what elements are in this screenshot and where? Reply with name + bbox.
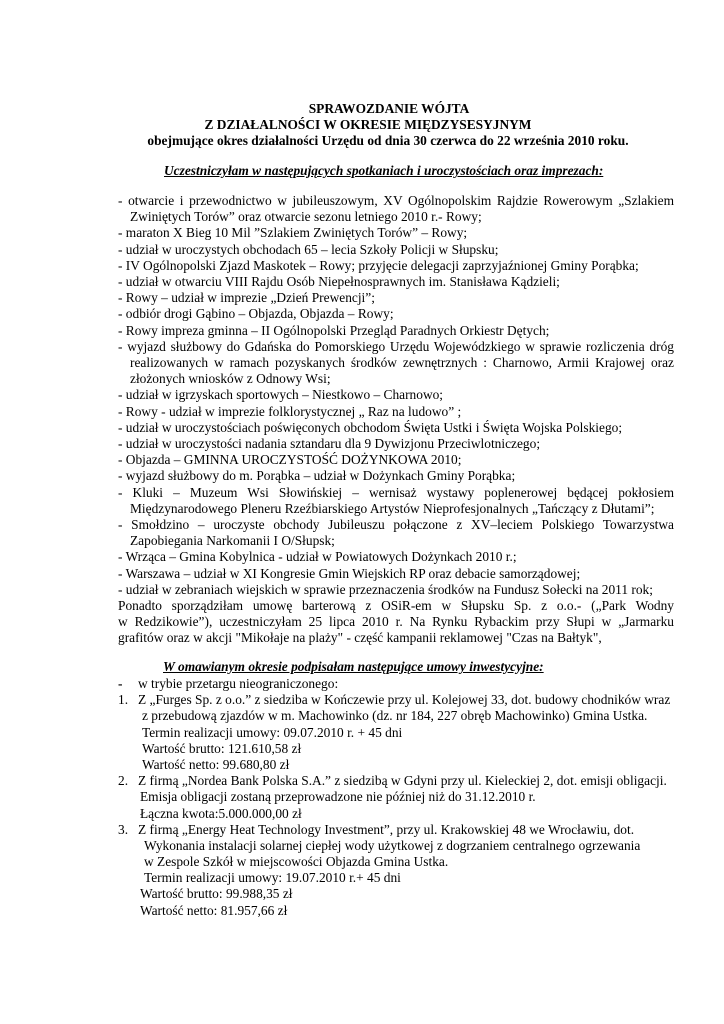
paragraph-line: grafitów oraz w akcji "Mikołaje na plaży" - część kampanii reklamowej "Czas na Bałtyk", bbox=[118, 630, 602, 646]
list-item-line: - Smołdzino – uroczyste obchody Jubileuszu połączone z XV–leciem Polskiego Towarzystwa bbox=[118, 517, 674, 533]
list-item bbox=[118, 468, 674, 484]
list-item bbox=[118, 582, 674, 598]
contract-line: w Zespole Szkół w miejscowości Objazda Gmina Ustka. bbox=[144, 854, 449, 870]
contract-line bbox=[118, 692, 678, 708]
list-item-line: - udział w uroczystościach poświęconych obchodom Święta Ustki i Święta Wojska Polskiego; bbox=[118, 419, 623, 435]
contract-line: Wartość netto: 81.957,66 zł bbox=[140, 902, 288, 918]
list-item-line: - otwarcie i przewodnictwo w jubileuszowym, XV Ogólnopolskim Rajdzie Rowerowym „Szlakiem bbox=[118, 193, 674, 208]
list-item-line: - udział w zebraniach wiejskich w sprawie przeznaczenia środków na Fundusz Sołecki na 2011 rok; bbox=[118, 581, 653, 597]
list-item-line: - Rowy – udział w imprezie „Dzień Prewencji”; bbox=[118, 290, 375, 306]
list-item-line: Zapobiegania Narkomanii I O/Słupsk; bbox=[130, 533, 335, 549]
list-item bbox=[118, 404, 674, 420]
contract-number: 2. bbox=[118, 773, 129, 789]
list-item-line: - udział w uroczystych obchodach 65 – lecia Szkoły Policji w Słupsku; bbox=[118, 241, 499, 257]
list-item-line: - maraton X Bieg 10 Mil ”Szlakiem Zwiniętych Torów” – Rowy; bbox=[118, 225, 468, 241]
dash-marker: - bbox=[118, 676, 123, 691]
contract-line: Wartość brutto: 99.988,35 zł bbox=[140, 886, 293, 902]
list-item bbox=[118, 339, 674, 388]
contract-line: Emisja obligacji zostaną przeprowadzone nie później niż do 31.12.2010 r. bbox=[140, 789, 536, 805]
paragraph-line: Ponadto sporządziłam umowę barterową z OSiR-em w Słupsku Sp. z o.o.- („Park Wodny bbox=[118, 598, 674, 613]
list-item-line: złożonych wniosków z Odnowy Wsi; bbox=[130, 371, 331, 387]
contract-line: Wartość brutto: 121.610,58 zł bbox=[142, 740, 302, 756]
contract-line: Wykonania instalacji solarnej ciepłej wody użytkowej z dogrzaniem centralnego ogrzewania bbox=[144, 837, 641, 853]
contract-item bbox=[118, 822, 678, 919]
list-item-line: realizowanych w ramach pozyskanych środków zewnętrznych : Charnowo, Armii Krajowej oraz bbox=[130, 355, 674, 371]
contract-number: 3. bbox=[118, 821, 129, 837]
section-heading-contracts: W omawianym okresie podpisałam następujące umowy inwestycyjne: bbox=[163, 659, 544, 674]
tender-mode-text: w trybie przetargu nieograniczonego: bbox=[138, 676, 339, 691]
list-item bbox=[118, 517, 674, 549]
title-line-3: obejmujące okres działalności Urzędu od dnia 30 czerwca do 22 września 2010 roku. bbox=[147, 133, 629, 148]
list-item bbox=[118, 436, 674, 452]
list-item bbox=[118, 566, 674, 582]
contract-text: Z firmą „Energy Heat Technology Investment”, przy ul. Krakowskiej 48 we Wrocławiu, dot. bbox=[138, 821, 635, 837]
contract-item bbox=[118, 692, 678, 773]
list-item-line: - Rowy - udział w imprezie folklorystycznej „ Raz na ludowo” ; bbox=[118, 403, 462, 419]
contract-line: Łączna kwota:5.000.000,00 zł bbox=[140, 805, 302, 821]
list-item-line: - Warszawa – udział w XI Kongresie Gmin Wiejskich RP oraz debacie samorządowej; bbox=[118, 565, 581, 581]
list-item bbox=[118, 225, 674, 241]
contract-line: Wartość netto: 99.680,80 zł bbox=[142, 756, 290, 772]
list-item bbox=[118, 258, 674, 274]
report-title bbox=[0, 101, 724, 149]
list-item-line: - wyjazd służbowy do Gdańska do Pomorskiego Urzędu Wojewódzkiego w sprawie rozliczenia dróg bbox=[118, 338, 674, 354]
list-item-line: - Rowy impreza gminna – II Ogólnopolski Przegląd Paradnych Orkiestr Dętych; bbox=[118, 322, 550, 338]
contract-number: 1. bbox=[118, 692, 129, 708]
contract-line bbox=[118, 822, 678, 838]
list-item bbox=[118, 274, 674, 290]
list-item bbox=[118, 452, 674, 468]
list-item bbox=[118, 485, 674, 517]
list-item-line: - udział w igrzyskach sportowych – Niestkowo – Charnowo; bbox=[118, 387, 444, 403]
tender-mode bbox=[118, 676, 678, 692]
title-line-2: Z DZIAŁALNOŚCI W OKRESIE MIĘDZYSESYJNYM bbox=[204, 117, 532, 132]
contract-line: z przebudową zjazdów w m. Machowinko (dz. nr 184, 227 obręb Machowinko) Gmina Ustka. bbox=[142, 708, 648, 724]
list-item-line: Międzynarodowego Pleneru Rzeźbiarskiego Artystów Nieprofesjonalnych „Tańczący z Dłutami”; bbox=[130, 500, 655, 516]
list-item bbox=[118, 323, 674, 339]
list-item bbox=[118, 290, 674, 306]
list-item bbox=[118, 420, 674, 436]
list-item-line: - udział w otwarciu VIII Rajdu Osób Niepełnosprawnych im. Stanisława Kądzieli; bbox=[118, 274, 560, 290]
list-item bbox=[118, 306, 674, 322]
events-list bbox=[118, 193, 674, 598]
contract-line: Termin realizacji umowy: 09.07.2010 r. + 45 dni bbox=[142, 724, 403, 740]
list-item-line: - odbiór drogi Gąbino – Objazda, Objazda – Rowy; bbox=[118, 306, 394, 322]
list-item-line: - wyjazd służbowy do m. Porąbka – udział w Dożynkach Gminy Porąbka; bbox=[118, 468, 516, 484]
list-item bbox=[118, 242, 674, 258]
list-item-line: Zwiniętych Torów” oraz otwarcie sezonu letniego 2010 r.- Rowy; bbox=[130, 209, 482, 225]
title-line-1: SPRAWOZDANIE WÓJTA bbox=[308, 101, 470, 116]
list-item bbox=[118, 549, 674, 565]
list-item bbox=[118, 193, 674, 225]
contract-text: Z „Furges Sp. z o.o.” z siedziba w Kończewie przy ul. Kolejowej 33, dot. budowy chodników wraz bbox=[138, 692, 671, 708]
barter-paragraph bbox=[118, 598, 674, 647]
contract-line bbox=[118, 773, 678, 789]
list-item bbox=[118, 387, 674, 403]
contract-line: Termin realizacji umowy: 19.07.2010 r.+ 45 dni bbox=[144, 870, 401, 886]
section-heading-events: Uczestniczyłam w następujących spotkaniach i uroczystościach oraz imprezach: bbox=[164, 163, 604, 178]
list-item-line: - Wrząca – Gmina Kobylnica - udział w Powiatowych Dożynkach 2010 r.; bbox=[118, 549, 517, 565]
list-item-line: - IV Ogólnopolski Zjazd Maskotek – Rowy; przyjęcie delegacji zaprzyjaźnionej Gminy Porąbka; bbox=[118, 257, 639, 273]
contracts-list bbox=[118, 676, 678, 919]
contract-text: Z firmą „Nordea Bank Polska S.A.” z siedzibą w Gdyni przy ul. Kieleckiej 2, dot. emisji obligacji. bbox=[138, 773, 667, 789]
list-item-line: - Kluki – Muzeum Wsi Słowińskiej – wernisaż wystawy poplenerowej będącej pokłosiem bbox=[118, 484, 674, 500]
contract-item bbox=[118, 773, 678, 822]
list-item-line: - Objazda – GMINNA UROCZYSTOŚĆ DOŻYNKOWA 2010; bbox=[118, 452, 462, 468]
list-item-line: - udział w uroczystości nadania sztandaru dla 9 Dywizjonu Przeciwlotniczego; bbox=[118, 436, 541, 452]
paragraph-line: w Redzikowie”), uczestniczyłam 25 lipca 2010 r. Na Rynku Rybackim przy Słupi w „Jarmarku bbox=[118, 614, 674, 630]
